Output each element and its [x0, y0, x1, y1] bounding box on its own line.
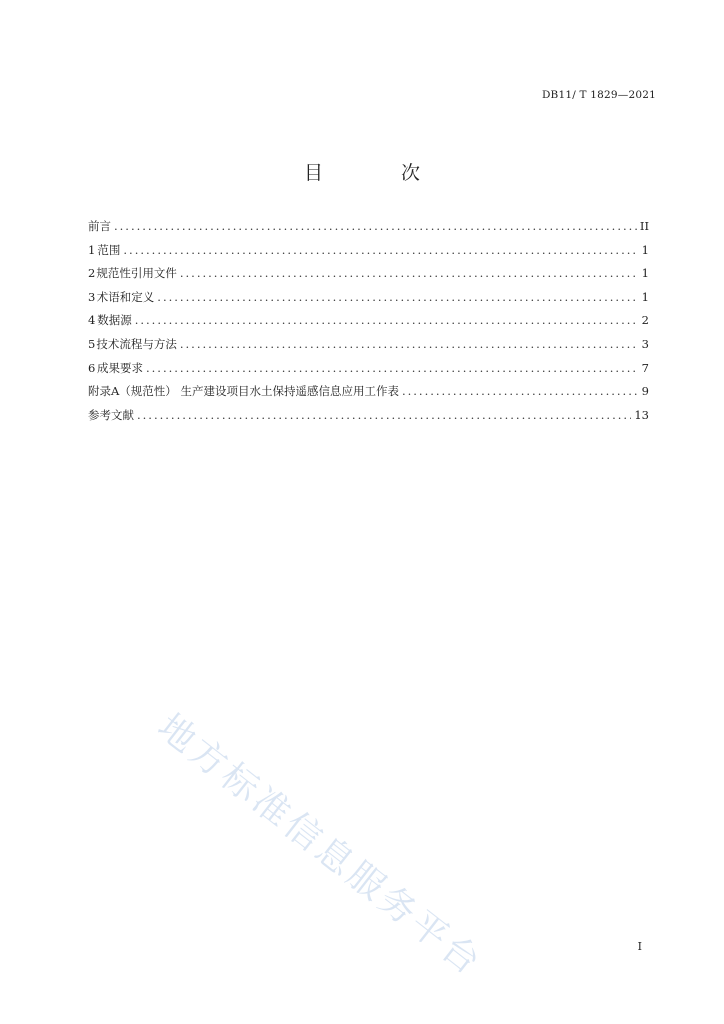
toc-entry-page: 2 [641, 313, 649, 328]
toc-entry-label: 前言 [88, 219, 111, 233]
toc-entry-number: 1 [88, 242, 96, 257]
toc-entry-number: 4 [88, 313, 96, 328]
toc-leader-dots [114, 219, 637, 233]
watermark: 地方标准信息服务平台 [149, 706, 491, 985]
toc-entry-number: 5 [88, 336, 96, 351]
toc-leader-dots [402, 384, 639, 398]
toc-entry[interactable] [88, 336, 649, 360]
toc-entry-label: 数据源 [97, 313, 132, 328]
toc-entry-page: 1 [641, 289, 649, 304]
toc-leader-dots [137, 408, 631, 422]
toc-entry-page: 1 [641, 242, 649, 257]
table-of-contents [88, 218, 649, 430]
toc-leader-dots [135, 313, 639, 327]
toc-entry-number: 3 [88, 289, 96, 304]
toc-leader-dots [157, 290, 638, 304]
toc-entry-page: 3 [641, 336, 649, 351]
toc-entry[interactable] [88, 312, 649, 336]
toc-leader-dots [180, 337, 639, 351]
toc-leader-dots [146, 361, 639, 375]
toc-entry-label: 术语和定义 [96, 289, 155, 304]
toc-entry-label: 技术流程与方法 [96, 336, 177, 351]
toc-entry-number: 2 [88, 266, 96, 281]
toc-entry-label: 规范性引用文件 [96, 266, 177, 281]
toc-entry-label: 成果要求 [97, 360, 143, 375]
toc-entry[interactable] [88, 383, 649, 407]
document-code: DB11/ T 1829—2021 [541, 89, 656, 101]
toc-entry[interactable] [88, 265, 649, 289]
toc-entry-page: 7 [641, 360, 649, 375]
toc-entry[interactable] [88, 407, 649, 431]
toc-entry[interactable] [88, 242, 649, 266]
toc-entry[interactable] [88, 289, 649, 313]
toc-entry-page: II [639, 219, 649, 233]
toc-title: 目 次 [303, 162, 457, 184]
toc-entry-number: 6 [88, 360, 96, 375]
page-number: I [637, 940, 642, 953]
toc-entry-page: 1 [641, 266, 649, 281]
toc-entry-label: 范围 [97, 242, 121, 257]
toc-entry-label: 参考文献 [88, 407, 134, 422]
toc-entry-page: 13 [634, 407, 649, 422]
toc-entry[interactable] [88, 360, 649, 384]
toc-entry-page: 9 [641, 384, 649, 399]
toc-entry-label: 附录A（规范性） 生产建设项目水土保持遥感信息应用工作表 [88, 384, 399, 399]
toc-leader-dots [180, 266, 639, 280]
toc-entry[interactable] [88, 218, 649, 242]
toc-leader-dots [123, 243, 638, 257]
